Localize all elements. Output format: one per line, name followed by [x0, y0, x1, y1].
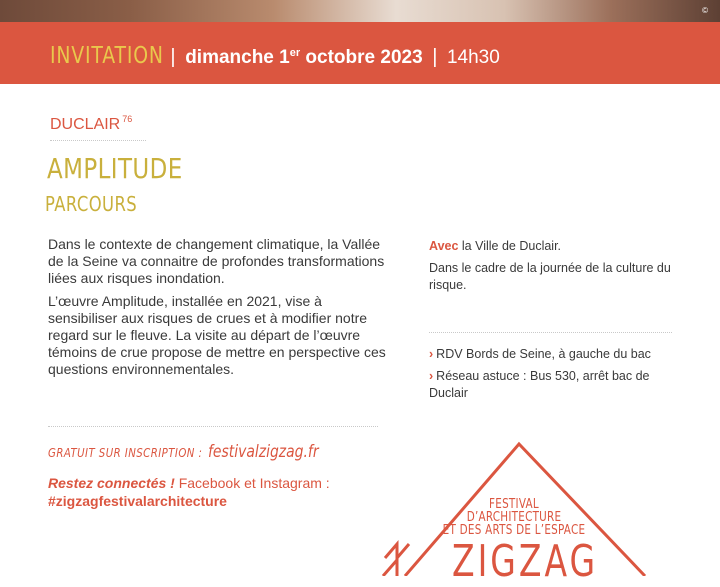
- context-line: Dans le cadre de la journée de la culture du risque.: [429, 261, 671, 292]
- invitation-banner: [0, 22, 720, 84]
- social-lead: Restez connectés !: [48, 475, 175, 491]
- event-time: 14h30: [446, 47, 500, 68]
- partners-block: [429, 238, 679, 299]
- partner-line: Avec la Ville de Duclair.: [429, 239, 562, 253]
- banner-line: [50, 38, 500, 73]
- registration-label: GRATUIT SUR INSCRIPTION :: [48, 446, 203, 460]
- divider: [50, 140, 146, 141]
- logo-line: ET DES ARTS DE L’ESPACE: [442, 523, 586, 538]
- social-hashtag[interactable]: #zigzagfestivalarchitecture: [48, 493, 227, 509]
- transport-line: › Réseau astuce : Bus 530, arrêt bac de Duclair: [429, 369, 650, 400]
- rdv-line: › RDV Bords de Seine, à gauche du bac: [429, 347, 651, 361]
- invitation-label: INVITATION: [50, 43, 164, 69]
- logo-line: FESTIVAL: [489, 497, 539, 512]
- chevron-right-icon: ›: [429, 347, 434, 361]
- event-date: dimanche 1er octobre 2023: [185, 47, 423, 68]
- registration-line: [48, 442, 342, 462]
- description-paragraph: L’œuvre Amplitude, installée en 2021, vise à sensibiliser aux risques de crues et à modifier notre regard sur le fleuve. La visite au départ de l’œuvre témoins de crue propose de mettre en perspective ces questions environnementales.: [48, 293, 386, 377]
- event-description: [48, 236, 388, 384]
- logo-line: D’ARCHITECTURE: [466, 510, 562, 525]
- photo-credit: ©: [702, 6, 708, 15]
- event-location: DUCLAIR $^{76}$: [50, 114, 133, 133]
- logo-name: ZIGZAG: [451, 536, 599, 587]
- logo-text: [410, 498, 618, 537]
- description-paragraph: Dans le contexte de changement climatique, la Vallée de la Seine va connaitre de profondes transformations liées aux risques inondation.: [48, 236, 385, 286]
- divider: [48, 426, 378, 427]
- header-photo: [0, 0, 720, 22]
- registration-link[interactable]: festivalzigzag.fr: [207, 442, 319, 462]
- event-title: AMPLITUDE: [47, 152, 183, 185]
- separator: |: [170, 46, 176, 68]
- practical-info: [429, 346, 679, 407]
- social-block: [48, 474, 378, 510]
- separator: |: [432, 46, 438, 68]
- chevron-right-icon: ›: [429, 369, 434, 383]
- event-subtitle: PARCOURS: [45, 192, 138, 216]
- divider: [429, 332, 672, 333]
- social-text: Facebook et Instagram :: [174, 475, 330, 491]
